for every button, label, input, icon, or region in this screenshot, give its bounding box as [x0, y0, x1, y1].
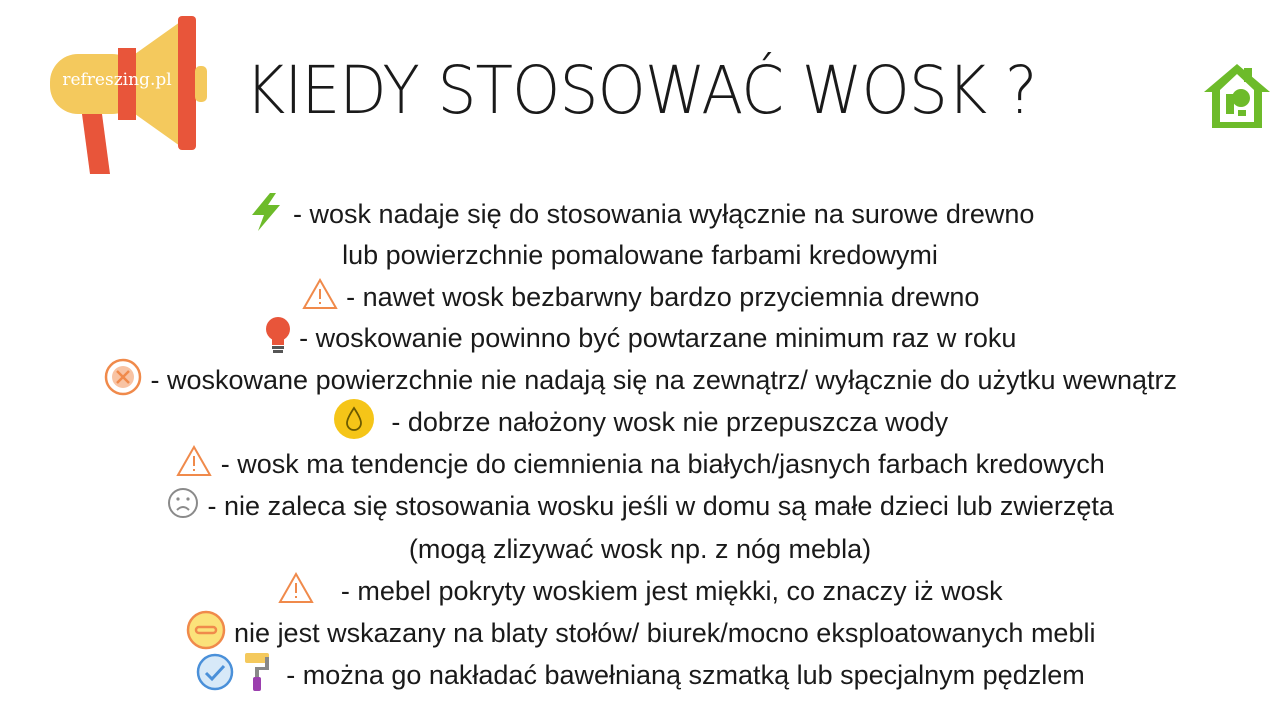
list-item-text: lub powierzchnie pomalowane farbami kredowymi: [342, 239, 938, 270]
list-item-text: - woskowanie powinno być powtarzane minimum raz w roku: [299, 322, 1017, 353]
list-item: [0, 569, 1280, 609]
megaphone-logo: [40, 14, 220, 179]
sad-face-icon: [166, 486, 200, 520]
paint-roller-icon: [243, 651, 273, 693]
list-item: [0, 484, 1280, 524]
list-item-text: - można go nakładać bawełnianą szmatką lub specjalnym pędzlem: [286, 659, 1085, 690]
cross-circle-icon: [103, 357, 143, 397]
list-item: [0, 527, 1280, 567]
list-item-text: - mebel pokryty woskiem jest miękki, co znaczy iż wosk: [340, 575, 1003, 606]
list-item: [0, 400, 1280, 440]
list-item-text: - dobrze nałożony wosk nie przepuszcza wody: [391, 406, 949, 437]
list-item-text: - woskowane powierzchnie nie nadają się na zewnątrz/ wyłącznie do użytku wewnątrz: [150, 364, 1178, 395]
list-item-text: - nawet wosk bezbarwny bardzo przyciemnia drewno: [346, 281, 980, 312]
list-item: [0, 233, 1280, 273]
check-circle-icon: [195, 652, 235, 692]
list-item: [0, 316, 1280, 356]
brand-label: refreszing.pl: [62, 70, 172, 90]
list-item: [0, 358, 1280, 398]
warning-icon: [301, 277, 339, 311]
list-item: [0, 192, 1280, 232]
warning-icon: [277, 571, 315, 605]
lightning-icon: [246, 191, 286, 231]
list-item: [0, 275, 1280, 315]
list-item-text: - nie zaleca się stosowania wosku jeśli w domu są małe dzieci lub zwierzęta: [207, 490, 1114, 521]
list-item-text: (mogą zlizywać wosk np. z nóg mebla): [408, 533, 872, 564]
list-item: [0, 442, 1280, 482]
list-item: [0, 653, 1280, 693]
minus-circle-icon: [185, 609, 227, 651]
house-icon: [1200, 60, 1275, 132]
warning-icon: [175, 444, 213, 478]
lightbulb-icon: [264, 315, 292, 355]
page-title: KIEDY STOSOWAĆ WOSK ?: [245, 52, 1037, 129]
list-item-text: nie jest wskazany na blaty stołów/ biurek/mocno eksploatowanych mebli: [234, 617, 1096, 648]
water-drop-icon: [332, 397, 376, 441]
list-item-text: - wosk nadaje się do stosowania wyłącznie na surowe drewno: [293, 198, 1035, 229]
list-item-text: - wosk ma tendencje do ciemnienia na białych/jasnych farbach kredowych: [220, 448, 1105, 479]
list-item: [0, 611, 1280, 651]
